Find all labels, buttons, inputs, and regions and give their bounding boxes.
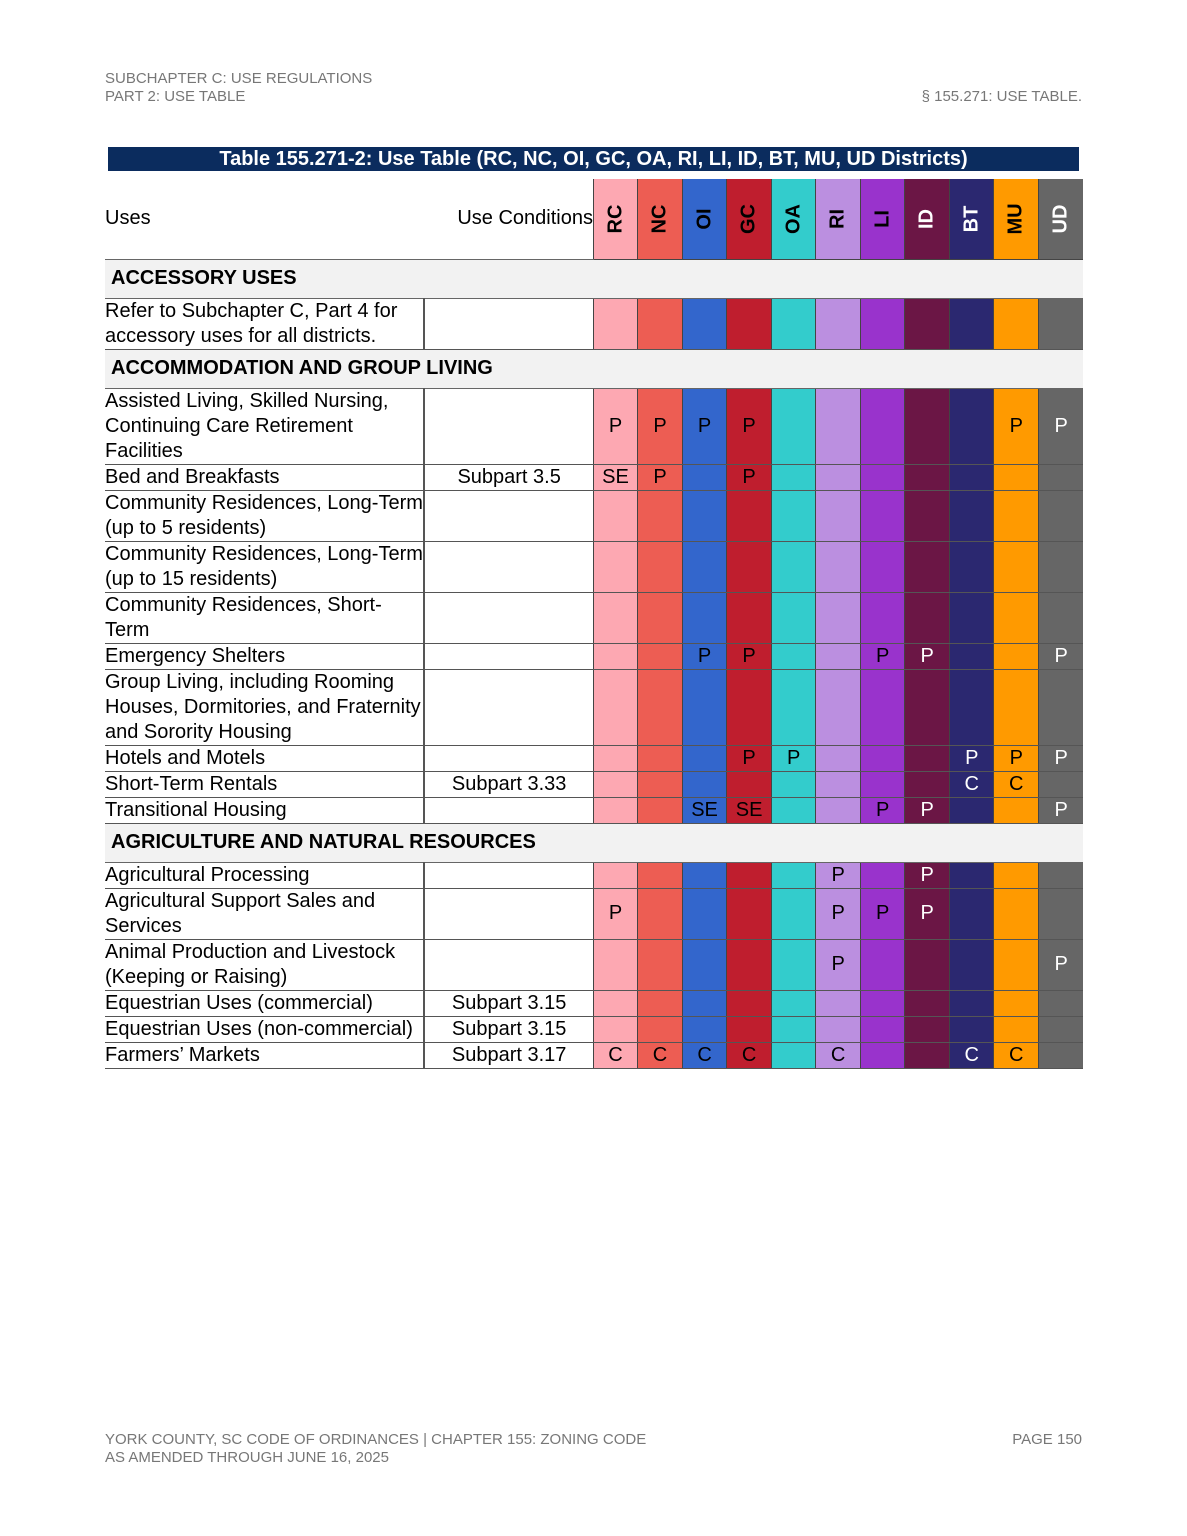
use-condition: Subpart 3.17 <box>424 1042 593 1068</box>
permission-cell-nc <box>638 298 683 349</box>
use-name: Hotels and Motels <box>105 745 424 771</box>
district-header-oa <box>772 179 816 259</box>
permission-cell-oa <box>772 1016 816 1042</box>
permission-cell-oa <box>772 592 816 643</box>
permission-cell-gc <box>727 541 772 592</box>
table-row <box>105 643 1083 669</box>
district-header-ud <box>1039 179 1083 259</box>
use-name: Community Residences, Short-Term <box>105 592 424 643</box>
permission-cell-rc: C <box>593 1042 637 1068</box>
table-row <box>105 797 1083 823</box>
permission-cell-li <box>861 745 905 771</box>
permission-cell-id <box>905 592 950 643</box>
district-code: OI <box>693 208 716 230</box>
permission-cell-gc <box>727 298 772 349</box>
district-code: RI <box>826 208 849 229</box>
permission-cell-rc: P <box>593 388 637 464</box>
permission-cell-li <box>861 771 905 797</box>
permission-cell-mu <box>994 888 1039 939</box>
permission-cell-ri <box>816 797 861 823</box>
section-row <box>105 259 1083 298</box>
table-title: Table 155.271-2: Use Table (RC, NC, OI, GC, OA, RI, LI, ID, BT, MU, UD Districts) <box>108 147 1079 171</box>
district-code: ID <box>915 208 938 229</box>
permission-cell-rc <box>593 862 637 888</box>
permission-cell-nc <box>638 888 683 939</box>
permission-cell-rc <box>593 745 637 771</box>
district-code: MU <box>1004 203 1027 235</box>
permission-cell-oi: C <box>683 1042 727 1068</box>
permission-cell-ud <box>1039 490 1083 541</box>
district-header-rc <box>593 179 637 259</box>
permission-cell-li <box>861 1042 905 1068</box>
permission-cell-bt <box>950 1016 994 1042</box>
permission-cell-bt <box>950 990 994 1016</box>
permission-cell-bt <box>950 592 994 643</box>
permission-cell-nc <box>638 1016 683 1042</box>
permission-cell-oa <box>772 939 816 990</box>
permission-cell-li: P <box>861 643 905 669</box>
permission-cell-oi <box>683 490 727 541</box>
permission-cell-oa <box>772 643 816 669</box>
table-row <box>105 990 1083 1016</box>
district-header-li <box>861 179 905 259</box>
use-name: Equestrian Uses (non-commercial) <box>105 1016 424 1042</box>
permission-cell-li <box>861 592 905 643</box>
permission-cell-ud <box>1039 1016 1083 1042</box>
amendment-date: AS AMENDED THROUGH JUNE 16, 2025 <box>105 1449 389 1466</box>
district-header-nc <box>638 179 683 259</box>
permission-cell-nc <box>638 490 683 541</box>
permission-cell-rc <box>593 939 637 990</box>
permission-cell-gc: SE <box>727 797 772 823</box>
permission-cell-oa <box>772 669 816 745</box>
permission-cell-oi: P <box>683 643 727 669</box>
use-condition <box>424 669 593 745</box>
permission-cell-ud <box>1039 1042 1083 1068</box>
permission-cell-bt <box>950 862 994 888</box>
table-row <box>105 298 1083 349</box>
permission-cell-oi <box>683 771 727 797</box>
permission-cell-oi: P <box>683 388 727 464</box>
permission-cell-oa <box>772 298 816 349</box>
permission-cell-li <box>861 388 905 464</box>
use-name: Refer to Subchapter C, Part 4 for accessory uses for all districts. <box>105 298 424 349</box>
permission-cell-oa <box>772 771 816 797</box>
permission-cell-id <box>905 669 950 745</box>
permission-cell-mu <box>994 490 1039 541</box>
permission-cell-bt <box>950 669 994 745</box>
permission-cell-rc <box>593 541 637 592</box>
permission-cell-ri <box>816 592 861 643</box>
use-condition <box>424 643 593 669</box>
permission-cell-ri <box>816 388 861 464</box>
permission-cell-gc <box>727 669 772 745</box>
permission-cell-id <box>905 1042 950 1068</box>
permission-cell-rc: SE <box>593 464 637 490</box>
permission-cell-bt <box>950 388 994 464</box>
permission-cell-rc <box>593 771 637 797</box>
table-row <box>105 888 1083 939</box>
use-name: Agricultural Support Sales and Services <box>105 888 424 939</box>
permission-cell-nc <box>638 592 683 643</box>
permission-cell-mu <box>994 643 1039 669</box>
district-header-mu <box>994 179 1039 259</box>
permission-cell-li <box>861 298 905 349</box>
district-code: LI <box>871 209 894 228</box>
permission-cell-mu: C <box>994 771 1039 797</box>
permission-cell-mu: P <box>994 388 1039 464</box>
permission-cell-li <box>861 1016 905 1042</box>
permission-cell-mu <box>994 862 1039 888</box>
permission-cell-nc <box>638 541 683 592</box>
permission-cell-oa <box>772 388 816 464</box>
use-name: Equestrian Uses (commercial) <box>105 990 424 1016</box>
permission-cell-ri <box>816 541 861 592</box>
district-code: BT <box>960 205 983 233</box>
permission-cell-gc <box>727 990 772 1016</box>
use-table <box>105 179 1083 1069</box>
permission-cell-id <box>905 745 950 771</box>
permission-cell-bt: P <box>950 745 994 771</box>
permission-cell-li <box>861 464 905 490</box>
code-title: YORK COUNTY, SC CODE OF ORDINANCES | CHAPTER 155: ZONING CODE <box>105 1431 647 1448</box>
use-condition <box>424 745 593 771</box>
section-row <box>105 823 1083 862</box>
table-row <box>105 669 1083 745</box>
use-name: Assisted Living, Skilled Nursing, Continuing Care Retirement Facilities <box>105 388 424 464</box>
district-code: UD <box>1049 204 1072 234</box>
permission-cell-mu: C <box>994 1042 1039 1068</box>
use-name: Bed and Breakfasts <box>105 464 424 490</box>
subchapter-title: SUBCHAPTER C: USE REGULATIONS <box>105 70 373 87</box>
permission-cell-gc: P <box>727 388 772 464</box>
use-condition <box>424 388 593 464</box>
permission-cell-rc <box>593 990 637 1016</box>
permission-cell-oi <box>683 1016 727 1042</box>
table-row <box>105 490 1083 541</box>
permission-cell-ud <box>1039 990 1083 1016</box>
permission-cell-bt <box>950 298 994 349</box>
permission-cell-mu <box>994 541 1039 592</box>
permission-cell-oa <box>772 541 816 592</box>
permission-cell-id <box>905 388 950 464</box>
permission-cell-li <box>861 990 905 1016</box>
section-heading: ACCESSORY USES <box>105 259 1083 298</box>
use-name: Short-Term Rentals <box>105 771 424 797</box>
permission-cell-gc: P <box>727 643 772 669</box>
permission-cell-ud <box>1039 592 1083 643</box>
district-header-oi <box>683 179 727 259</box>
permission-cell-nc <box>638 745 683 771</box>
permission-cell-nc: P <box>638 464 683 490</box>
permission-cell-ud <box>1039 888 1083 939</box>
permission-cell-ud <box>1039 862 1083 888</box>
use-condition <box>424 797 593 823</box>
permission-cell-oi <box>683 298 727 349</box>
permission-cell-ud: P <box>1039 643 1083 669</box>
permission-cell-rc <box>593 797 637 823</box>
use-condition: Subpart 3.15 <box>424 1016 593 1042</box>
permission-cell-ud <box>1039 541 1083 592</box>
district-header-id <box>905 179 950 259</box>
permission-cell-rc <box>593 643 637 669</box>
permission-cell-oi <box>683 669 727 745</box>
permission-cell-id <box>905 939 950 990</box>
permission-cell-ud <box>1039 298 1083 349</box>
permission-cell-oa <box>772 1042 816 1068</box>
section-row <box>105 349 1083 388</box>
use-name: Farmers’ Markets <box>105 1042 424 1068</box>
permission-cell-oi: SE <box>683 797 727 823</box>
use-condition: Subpart 3.5 <box>424 464 593 490</box>
permission-cell-ri: P <box>816 862 861 888</box>
permission-cell-id <box>905 771 950 797</box>
permission-cell-ri: P <box>816 939 861 990</box>
running-footer-left <box>105 1431 646 1467</box>
permission-cell-mu <box>994 1016 1039 1042</box>
permission-cell-bt <box>950 888 994 939</box>
permission-cell-ud <box>1039 771 1083 797</box>
permission-cell-bt <box>950 939 994 990</box>
permission-cell-oi <box>683 888 727 939</box>
use-name: Emergency Shelters <box>105 643 424 669</box>
permission-cell-gc: P <box>727 745 772 771</box>
use-name: Animal Production and Livestock (Keeping or Raising) <box>105 939 424 990</box>
use-name: Community Residences, Long-Term (up to 15 residents) <box>105 541 424 592</box>
permission-cell-nc: P <box>638 388 683 464</box>
district-code: GC <box>737 203 760 234</box>
permission-cell-bt: C <box>950 1042 994 1068</box>
permission-cell-oa <box>772 490 816 541</box>
permission-cell-oi <box>683 464 727 490</box>
table-header-row <box>105 179 1083 259</box>
permission-cell-li: P <box>861 888 905 939</box>
use-name: Transitional Housing <box>105 797 424 823</box>
permission-cell-id <box>905 1016 950 1042</box>
permission-cell-oi <box>683 939 727 990</box>
permission-cell-bt <box>950 797 994 823</box>
permission-cell-li: P <box>861 797 905 823</box>
permission-cell-bt: C <box>950 771 994 797</box>
permission-cell-li <box>861 862 905 888</box>
table-row <box>105 771 1083 797</box>
permission-cell-rc: P <box>593 888 637 939</box>
table-row <box>105 1016 1083 1042</box>
permission-cell-ud: P <box>1039 797 1083 823</box>
permission-cell-oi <box>683 592 727 643</box>
table-row <box>105 745 1083 771</box>
permission-cell-li <box>861 669 905 745</box>
permission-cell-oa <box>772 464 816 490</box>
permission-cell-ud: P <box>1039 388 1083 464</box>
permission-cell-ri: P <box>816 888 861 939</box>
permission-cell-ud: P <box>1039 939 1083 990</box>
use-name: Community Residences, Long-Term (up to 5 residents) <box>105 490 424 541</box>
section-reference: § 155.271: USE TABLE. <box>921 88 1082 105</box>
permission-cell-id <box>905 990 950 1016</box>
permission-cell-mu <box>994 298 1039 349</box>
permission-cell-ri <box>816 990 861 1016</box>
part-title: PART 2: USE TABLE <box>105 88 246 105</box>
permission-cell-mu <box>994 464 1039 490</box>
section-heading: AGRICULTURE AND NATURAL RESOURCES <box>105 823 1083 862</box>
permission-cell-id <box>905 298 950 349</box>
permission-cell-bt <box>950 464 994 490</box>
permission-cell-bt <box>950 643 994 669</box>
permission-cell-rc <box>593 592 637 643</box>
permission-cell-gc <box>727 490 772 541</box>
permission-cell-id <box>905 541 950 592</box>
running-header-left <box>105 70 372 106</box>
permission-cell-nc <box>638 797 683 823</box>
permission-cell-ri <box>816 745 861 771</box>
permission-cell-ri <box>816 1016 861 1042</box>
permission-cell-oi <box>683 745 727 771</box>
permission-cell-rc <box>593 490 637 541</box>
use-conditions-column-header: Use Conditions <box>424 179 593 259</box>
permission-cell-gc <box>727 592 772 643</box>
use-condition: Subpart 3.15 <box>424 990 593 1016</box>
permission-cell-nc <box>638 669 683 745</box>
use-condition <box>424 862 593 888</box>
table-row <box>105 862 1083 888</box>
permission-cell-nc <box>638 643 683 669</box>
district-code: NC <box>648 204 671 234</box>
permission-cell-ri: C <box>816 1042 861 1068</box>
page-number: PAGE 150 <box>1012 1431 1082 1448</box>
permission-cell-bt <box>950 490 994 541</box>
use-condition: Subpart 3.33 <box>424 771 593 797</box>
section-heading: ACCOMMODATION AND GROUP LIVING <box>105 349 1083 388</box>
permission-cell-mu <box>994 797 1039 823</box>
permission-cell-gc: C <box>727 1042 772 1068</box>
permission-cell-gc: P <box>727 464 772 490</box>
table-row <box>105 541 1083 592</box>
permission-cell-oi <box>683 541 727 592</box>
permission-cell-nc <box>638 939 683 990</box>
permission-cell-nc: C <box>638 1042 683 1068</box>
permission-cell-ri <box>816 669 861 745</box>
permission-cell-nc <box>638 990 683 1016</box>
district-header-bt <box>950 179 994 259</box>
district-code: RC <box>604 204 626 234</box>
permission-cell-nc <box>638 862 683 888</box>
table-row <box>105 1042 1083 1068</box>
permission-cell-mu <box>994 990 1039 1016</box>
permission-cell-oa <box>772 888 816 939</box>
permission-cell-ri <box>816 771 861 797</box>
permission-cell-li <box>861 541 905 592</box>
permission-cell-id <box>905 464 950 490</box>
permission-cell-gc <box>727 939 772 990</box>
permission-cell-ri <box>816 298 861 349</box>
permission-cell-gc <box>727 771 772 797</box>
table-row <box>105 464 1083 490</box>
permission-cell-li <box>861 490 905 541</box>
permission-cell-ud <box>1039 464 1083 490</box>
permission-cell-oa <box>772 862 816 888</box>
use-condition <box>424 298 593 349</box>
permission-cell-id: P <box>905 862 950 888</box>
permission-cell-gc <box>727 862 772 888</box>
table-row <box>105 939 1083 990</box>
table-row <box>105 592 1083 643</box>
permission-cell-id: P <box>905 888 950 939</box>
permission-cell-ud <box>1039 669 1083 745</box>
permission-cell-li <box>861 939 905 990</box>
use-condition <box>424 490 593 541</box>
permission-cell-id: P <box>905 797 950 823</box>
permission-cell-bt <box>950 541 994 592</box>
permission-cell-nc <box>638 771 683 797</box>
use-condition <box>424 592 593 643</box>
table-body <box>105 259 1083 1068</box>
permission-cell-oa <box>772 797 816 823</box>
permission-cell-ud: P <box>1039 745 1083 771</box>
permission-cell-id: P <box>905 643 950 669</box>
permission-cell-mu <box>994 939 1039 990</box>
permission-cell-rc <box>593 669 637 745</box>
permission-cell-gc <box>727 888 772 939</box>
permission-cell-mu: P <box>994 745 1039 771</box>
district-header-ri <box>816 179 861 259</box>
permission-cell-gc <box>727 1016 772 1042</box>
permission-cell-ri <box>816 464 861 490</box>
permission-cell-rc <box>593 1016 637 1042</box>
use-condition <box>424 888 593 939</box>
permission-cell-ri <box>816 490 861 541</box>
district-code: OA <box>782 203 805 234</box>
use-condition <box>424 939 593 990</box>
permission-cell-oa: P <box>772 745 816 771</box>
permission-cell-mu <box>994 669 1039 745</box>
permission-cell-ri <box>816 643 861 669</box>
permission-cell-id <box>905 490 950 541</box>
district-header-gc <box>727 179 772 259</box>
permission-cell-oa <box>772 990 816 1016</box>
use-name: Agricultural Processing <box>105 862 424 888</box>
use-name: Group Living, including Rooming Houses, Dormitories, and Fraternity and Sorority Housing <box>105 669 424 745</box>
permission-cell-oi <box>683 990 727 1016</box>
permission-cell-oi <box>683 862 727 888</box>
table-row <box>105 388 1083 464</box>
use-condition <box>424 541 593 592</box>
uses-column-header: Uses <box>105 179 424 259</box>
permission-cell-mu <box>994 592 1039 643</box>
permission-cell-rc <box>593 298 637 349</box>
